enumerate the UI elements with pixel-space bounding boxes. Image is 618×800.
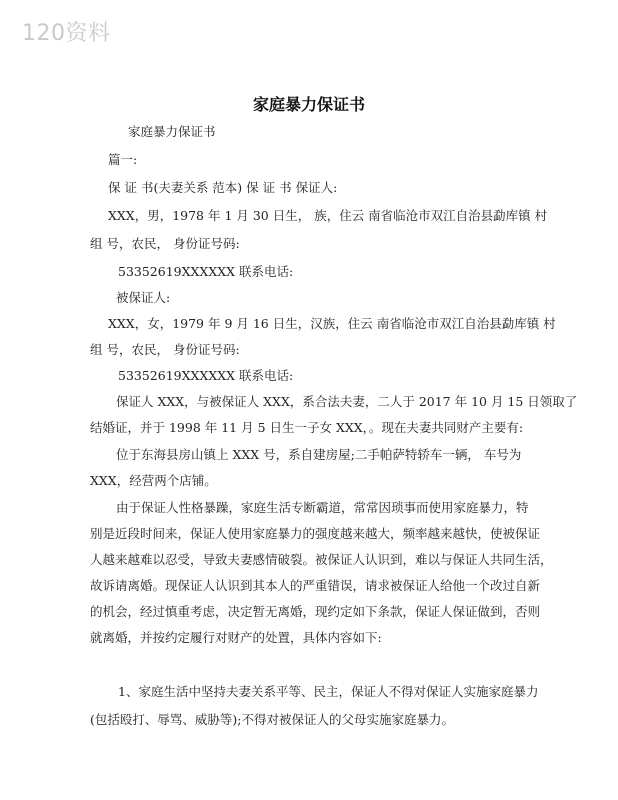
- body-line: 由于保证人性格暴躁，家庭生活专断霸道，常常因琐事而使用家庭暴力，特: [116, 500, 529, 515]
- body-line: 保证人 XXX，与被保证人 XXX，系合法夫妻，二人于 2017 年 10 月 15 日领取了: [116, 394, 578, 409]
- body-line: XXX，女，1979 年 9 月 16 日生，汉族，住云 南省临沧市双江自治县勐库镇 村: [108, 316, 556, 331]
- subtitle-line: 家庭暴力保证书: [128, 124, 216, 139]
- body-line: 被保证人:: [116, 290, 171, 305]
- watermark: 120资料: [22, 21, 111, 46]
- body-line: 组 号，农民， 身份证号码:: [90, 342, 240, 357]
- body-line: 结婚证，并于 1998 年 11 月 5 日生一子女 XXX，。现在夫妻共同财产主要有:: [90, 420, 524, 435]
- clause-line: 1、家庭生活中坚持夫妻关系平等、民主，保证人不得对保证人实施家庭暴力: [118, 684, 539, 699]
- body-line: 故诉请离婚。现保证人认识到其本人的严重错误，请求被保证人给他一个改过自新: [90, 578, 541, 593]
- body-line: 53352619XXXXXX 联系电话:: [118, 368, 294, 383]
- body-line: 人越来越难以忍受，导致夫妻感情破裂。被保证人认识到，难以与保证人共同生活，: [90, 552, 553, 567]
- body-line: XXX，男，1978 年 1 月 30 日生， 族，住云 南省临沧市双江自治县勐库镇 村: [108, 208, 548, 223]
- body-line: 就离婚，并按约定履行对财产的处置，具体内容如下:: [90, 630, 382, 645]
- body-line: 的机会，经过慎重考虑，决定暂无离婚，现约定如下条款，保证人保证做到，否则: [90, 604, 541, 619]
- body-line: 保 证 书(夫妻关系 范本) 保 证 书 保证人:: [108, 180, 338, 195]
- section-label: 篇一:: [108, 152, 138, 167]
- body-line: 位于东海县房山镇上 XXX 号，系自建房屋;二手帕萨特轿车一辆， 车号为: [116, 447, 522, 462]
- document-title: 家庭暴力保证书: [252, 95, 365, 114]
- body-line: 组 号，农民， 身份证号码:: [90, 236, 240, 251]
- body-line: 别是近段时间来，保证人使用家庭暴力的强度越来越大，频率越来越快，使被保证: [90, 526, 541, 541]
- clause-line: (包括殴打、辱骂、威胁等);不得对被保证人的父母实施家庭暴力。: [90, 712, 454, 727]
- body-line: XXX，经营两个店铺。: [90, 473, 217, 488]
- body-line: 53352619XXXXXX 联系电话:: [118, 264, 294, 279]
